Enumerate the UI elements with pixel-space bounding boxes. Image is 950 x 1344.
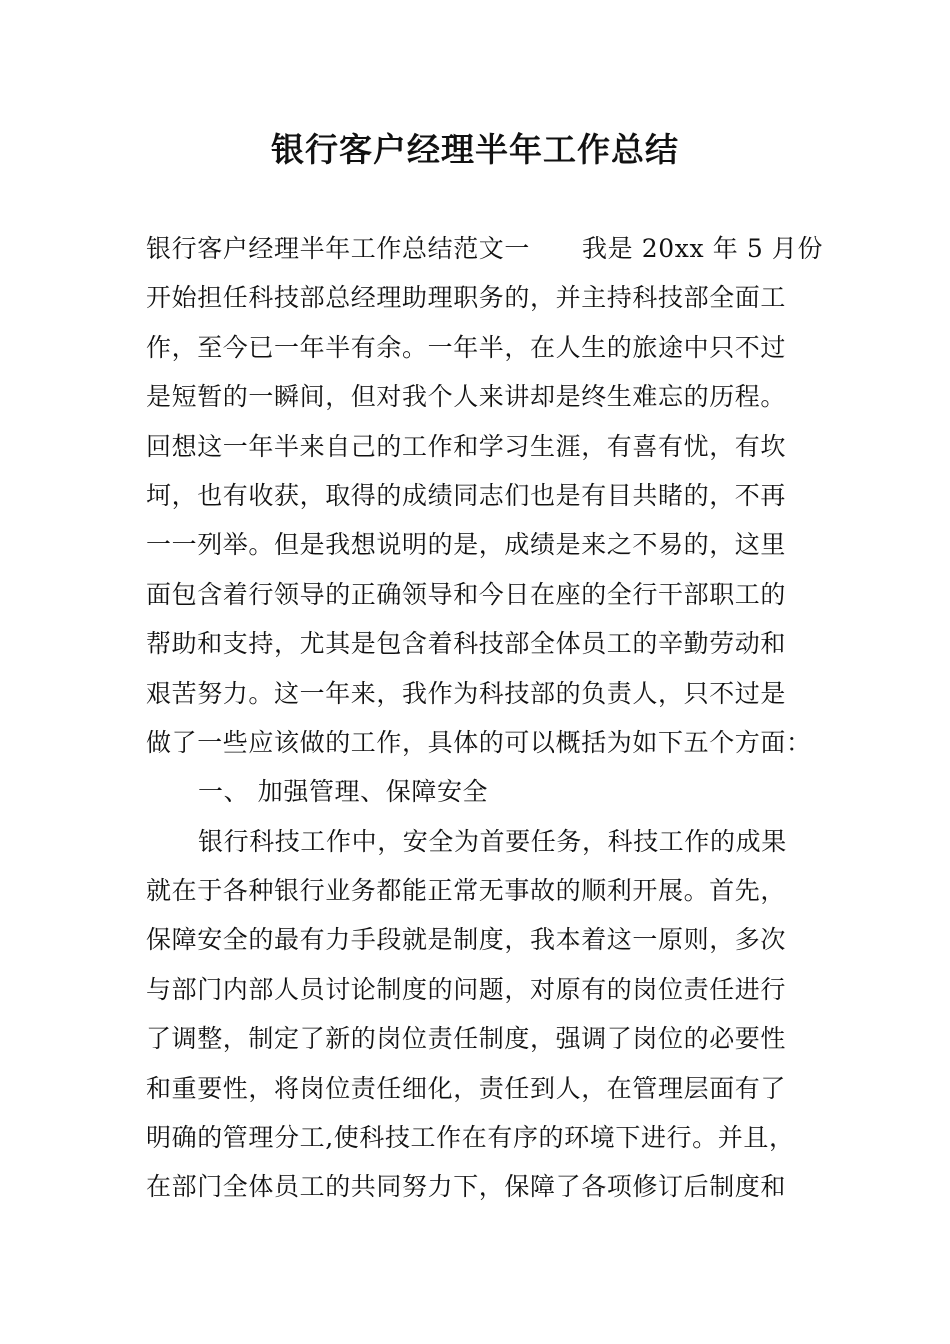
body-line: 面包含着行领导的正确领导和今日在座的全行干部职工的 <box>146 579 787 609</box>
body-line: 是短暂的一瞬间，但对我个人来讲却是终生难忘的历程。 <box>146 382 787 412</box>
document-body <box>146 224 824 1212</box>
body-line: 作，至今已一年半有余。一年半，在人生的旅途中只不过 <box>146 332 787 362</box>
document-title: 银行客户经理半年工作总结 <box>271 130 679 169</box>
body-line: 银行科技工作中，安全为首要任务，科技工作的成果 <box>198 826 787 856</box>
body-line: 与部门内部人员讨论制度的问题，对原有的岗位责任进行 <box>146 974 787 1004</box>
body-line: 帮助和支持，尤其是包含着科技部全体员工的辛勤劳动和 <box>146 629 787 659</box>
body-line: 开始担任科技部总经理助理职务的，并主持科技部全面工 <box>146 283 787 313</box>
body-line: 艰苦努力。这一年来，我作为科技部的负责人，只不过是 <box>146 678 787 708</box>
body-line: 明确的管理分工,使科技工作在有序的环境下进行。并且， <box>146 1123 795 1153</box>
body-line: 做了一些应该做的工作，具体的可以概括为如下五个方面： <box>146 727 812 757</box>
body-line-text: 我是 20xx 年 5 月份 <box>582 234 824 263</box>
body-line <box>146 224 824 273</box>
body-line: 了调整，制定了新的岗位责任制度，强调了岗位的必要性 <box>146 1024 787 1054</box>
section-heading: 一、 加强管理、保障安全 <box>198 777 489 807</box>
body-line: 保障安全的最有力手段就是制度，我本着这一原则，多次 <box>146 925 787 955</box>
body-line: 和重要性，将岗位责任细化，责任到人，在管理层面有了 <box>146 1073 787 1103</box>
body-line: 就在于各种银行业务都能正常无事故的顺利开展。首先， <box>146 876 787 906</box>
body-line: 坷，也有收获，取得的成绩同志们也是有目共睹的，不再 <box>146 480 787 510</box>
body-line: 一一列举。但是我想说明的是，成绩是来之不易的，这里 <box>146 530 787 560</box>
body-line-text: 银行客户经理半年工作总结范文一 <box>146 234 531 263</box>
body-line: 回想这一年半来自己的工作和学习生涯，有喜有忧，有坎 <box>146 431 787 461</box>
body-line: 在部门全体员工的共同努力下，保障了各项修订后制度和 <box>146 1172 787 1202</box>
